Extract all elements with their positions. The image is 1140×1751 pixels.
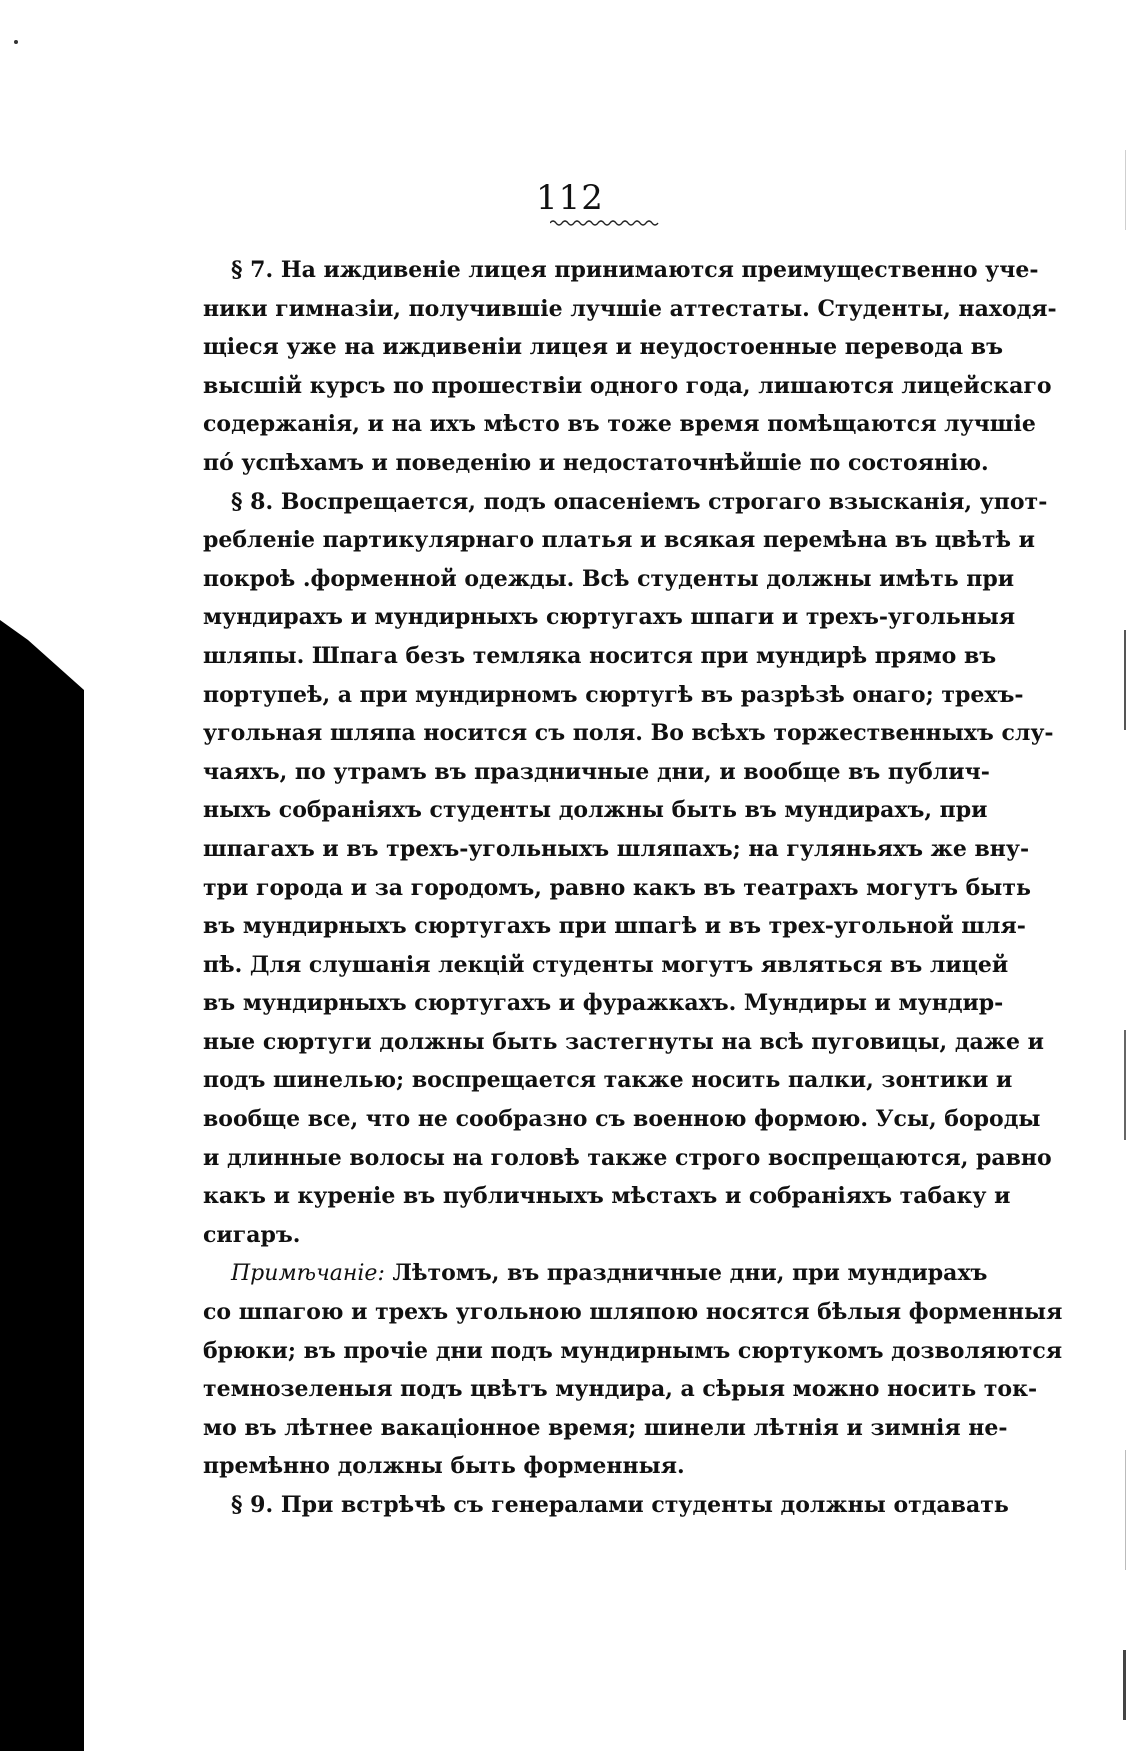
text-line: пѣ. Для слушанія лекцій студенты могутъ являться въ лицей: [203, 951, 1009, 978]
text-line: въ мундирныхъ сюртугахъ и фуражкахъ. Мундиры и мундир-: [203, 990, 1004, 1017]
scan-right-edge-marks: [1122, 150, 1130, 1750]
text-line: чаяхъ, по утрамъ въ праздничные дни, и вообще въ публич-: [203, 758, 990, 785]
text-line: высшій курсъ по прошествіи одного года, лишаются лицейскаго: [203, 372, 1052, 399]
text-line: § 9. При встрѣчѣ съ генералами студенты должны отдавать: [231, 1492, 1009, 1518]
text-line: мундирахъ и мундирныхъ сюртугахъ шпаги и трехъ-угольныя: [203, 604, 1016, 631]
paragraph-section-7: [203, 251, 1057, 483]
text-line: § 7. На иждивеніе лицея принимаются преимущественно уче-: [231, 257, 1039, 283]
section-marker: § 7.: [231, 257, 274, 283]
text-line: шпагахъ и въ трехъ-угольныхъ шляпахъ; на гуляньяхъ же вну-: [203, 835, 1030, 862]
page-body: [203, 251, 1063, 1525]
page-number: 112: [536, 178, 604, 218]
paragraph-section-8: [203, 483, 1054, 1255]
text-line: пó успѣхамъ и поведенію и недостаточнѣйшіе по состоянію.: [203, 449, 989, 476]
text-line: ребленіе партикулярнаго платья и всякая перемѣна въ цвѣтѣ и: [203, 527, 1035, 554]
text-line: содержанія, и на ихъ мѣсто въ тоже время помѣщаются лучшіе: [203, 411, 1036, 438]
text-line: § 8. Воспрещается, подъ опасеніемъ строгаго взысканія, упот-: [231, 488, 1048, 515]
text-line: Примѣчаніе: Лѣтомъ, въ праздничные дни, при мундирахъ: [231, 1260, 988, 1287]
section-marker: § 8.: [231, 488, 274, 515]
text-line: портупеѣ, а при мундирномъ сюртугѣ въ разрѣзѣ онаго; трехъ-: [203, 681, 1024, 708]
scan-binding-shadow: [0, 0, 90, 1751]
text-line: шляпы. Шпага безъ темляка носится при мундирѣ прямо въ: [203, 642, 997, 669]
text-line: мо въ лѣтнее вакаціонное время; шинели лѣтнія и зимнія не-: [203, 1414, 1008, 1441]
text-line: три города и за городомъ, равно какъ въ театрахъ могутъ быть: [203, 874, 1031, 901]
text-line: ники гимназіи, получившіе лучшіе аттестаты. Студенты, находя-: [203, 295, 1057, 322]
text-line: подъ шинелью; воспрещается также носить палки, зонтики и: [203, 1067, 1013, 1094]
page-number-underline-wave: [550, 218, 660, 228]
text-line: ныхъ собраніяхъ студенты должны быть въ мундирахъ, при: [203, 797, 988, 824]
text-line: какъ и куреніе въ публичныхъ мѣстахъ и собраніяхъ табаку и: [203, 1183, 1011, 1210]
text-line: брюки; въ прочіе дни подъ мундирнымъ сюртукомъ дозволяются: [203, 1337, 1063, 1364]
text-line: темнозеленыя подъ цвѣтъ мундира, а сѣрыя можно носить ток-: [203, 1376, 1038, 1403]
text-line: премѣнно должны быть форменныя.: [203, 1453, 685, 1480]
text-line: щіеся уже на иждивеніи лицея и неудостоенные перевода въ: [203, 334, 1003, 361]
text-line: сигаръ.: [203, 1221, 301, 1248]
text-line: вообще все, что не сообразно съ военною формою. Усы, бороды: [203, 1106, 1041, 1133]
paragraph-note: [203, 1254, 1063, 1486]
paragraph-section-9: [203, 1486, 1009, 1525]
text-line: со шпагою и трехъ угольною шляпою носятся бѣлыя форменныя: [203, 1299, 1063, 1326]
text-line: ные сюртуги должны быть застегнуты на всѣ пуговицы, даже и: [203, 1028, 1044, 1055]
text-line: угольная шляпа носится съ поля. Во всѣхъ торжественныхъ слу-: [203, 720, 1054, 747]
text-line: и длинные волосы на головѣ также строго воспрещаются, равно: [203, 1144, 1052, 1171]
section-marker: § 9.: [231, 1492, 274, 1518]
text-line: покроѣ .форменной одежды. Всѣ студенты должны имѣть при: [203, 565, 1015, 592]
note-label: Примѣчаніе:: [231, 1261, 385, 1287]
text-line: въ мундирныхъ сюртугахъ при шпагѣ и въ трех-угольной шля-: [203, 913, 1026, 940]
